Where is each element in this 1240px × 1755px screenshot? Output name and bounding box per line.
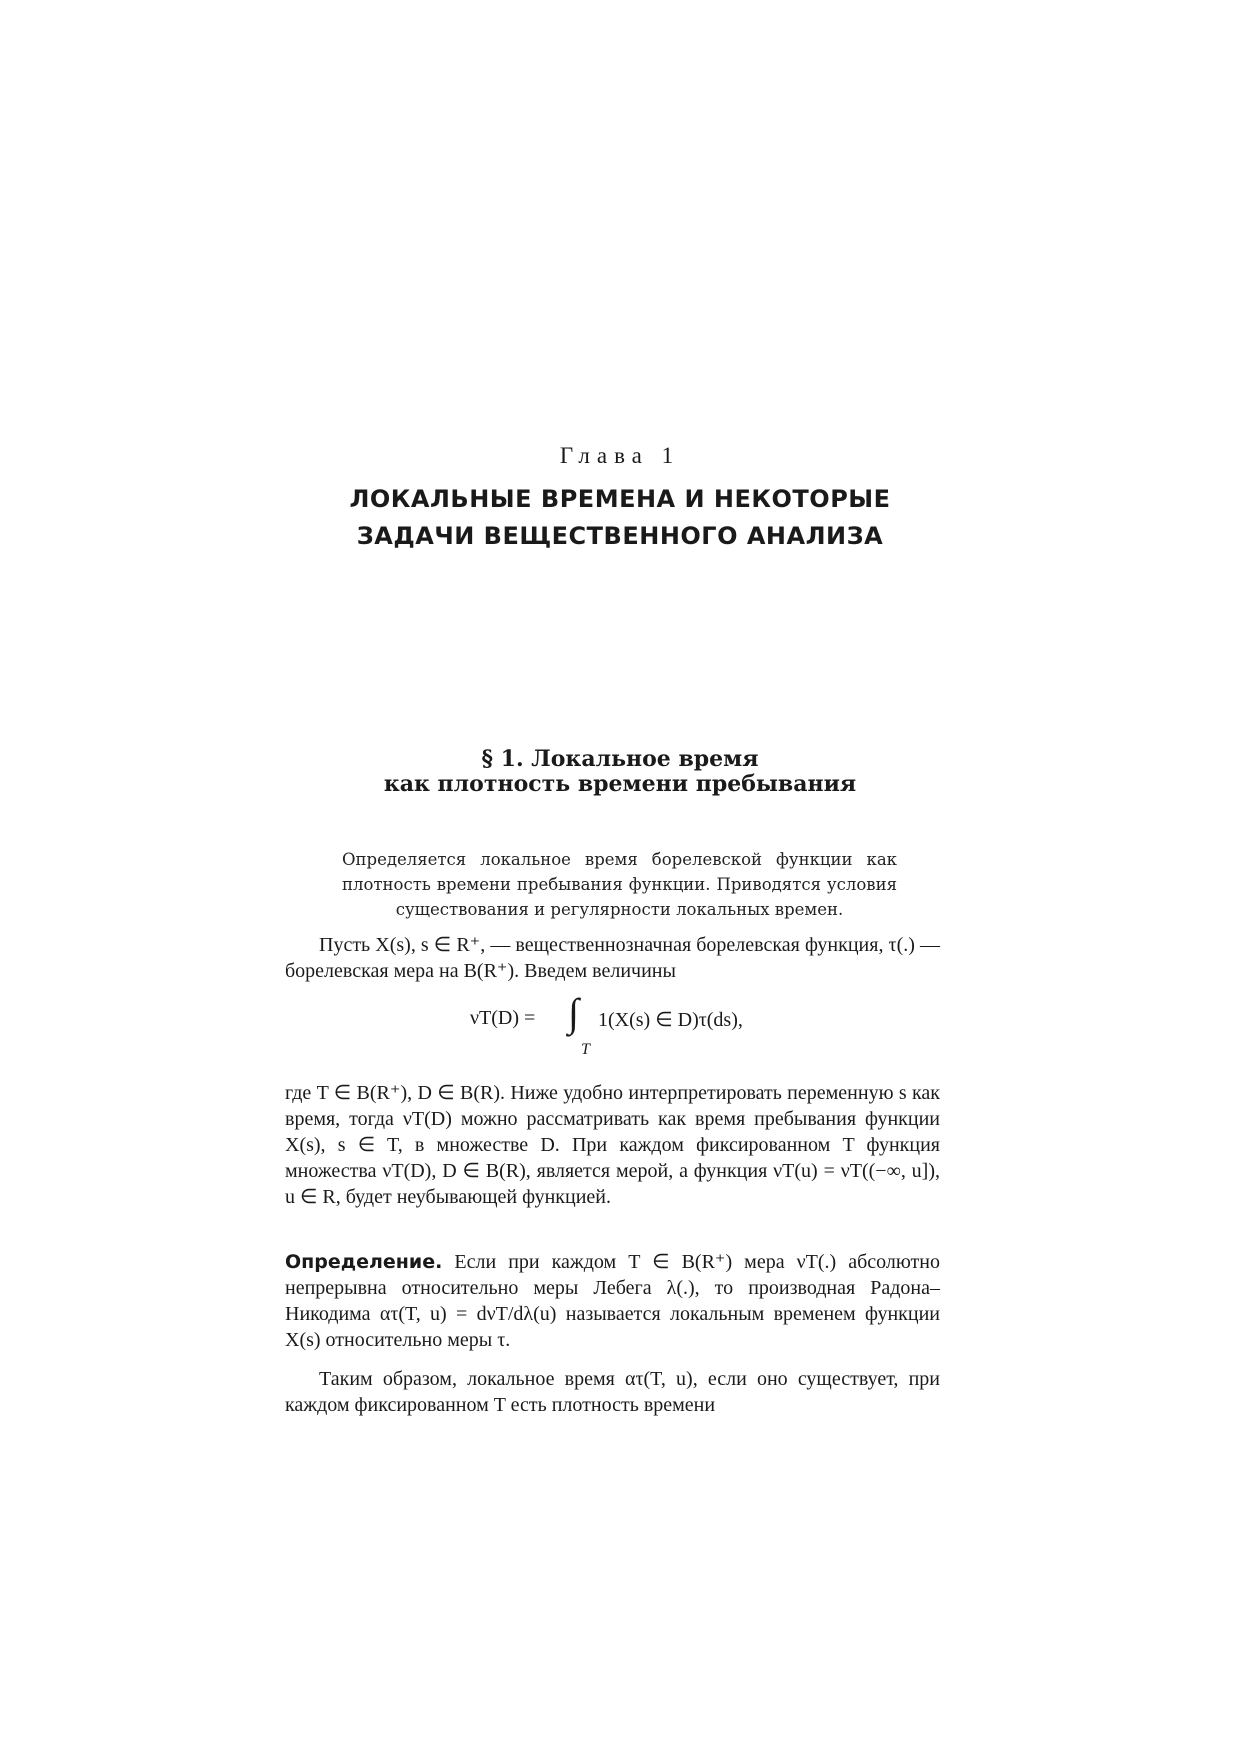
paragraph-intro: Пусть X(s), s ∈ R⁺, — вещественнозначная борелевская функция, τ(.) — борелевская мера на B(R⁺). Введем величины bbox=[285, 934, 940, 982]
definition-label: Определение. bbox=[285, 1251, 443, 1273]
paragraph-conclusion: Таким образом, локальное время ατ(T, u), если оно существует, при каждом фиксированном T есть плотность времени bbox=[285, 1368, 940, 1416]
integral-sign: ∫ bbox=[568, 990, 579, 1035]
definition-block bbox=[285, 1249, 940, 1353]
section-title-line-2: как плотность времени пребывания bbox=[383, 771, 857, 797]
chapter-title-line-1: ЛОКАЛЬНЫЕ ВРЕМЕНА И НЕКОТОРЫЕ bbox=[349, 485, 891, 513]
formula-lhs: νT(D) = bbox=[470, 1007, 536, 1029]
integral-subscript: T bbox=[581, 1041, 590, 1058]
section-title-line-1: § 1. Локальное время bbox=[481, 746, 759, 772]
chapter-label: Глава 1 bbox=[559, 443, 681, 468]
chapter-title-line-2: ЗАДАЧИ ВЕЩЕСТВЕННОГО АНАЛИЗА bbox=[356, 522, 884, 550]
paragraph-interpretation: где T ∈ B(R⁺), D ∈ B(R). Ниже удобно интерпретировать переменную s как время, тогда νT(D) можно рассматривать как время пребывания функции X(s), s ∈ T, в множестве D. При каждом фиксированном T функция множества νT(D), D ∈ B(R), является мерой, а функция νT(u) = νT((−∞, u]), u ∈ R, будет неубывающей функцией. bbox=[285, 1082, 940, 1208]
definition-text: Если при каждом T ∈ B(R⁺) мера νT(.) абсолютно непрерывна относительно меры Лебега λ(.), то производная Радона–Никодима ατ(T, u) = dνT/dλ(u) называется локальным временем функции X(s) относительно меры τ. bbox=[285, 1251, 941, 1351]
section-abstract: Определяется локальное время борелевской функции как плотность времени пребывания функции. Приводятся условия существования и регулярности локальных времен. bbox=[342, 850, 897, 919]
formula-rhs: 1(X(s) ∈ D)τ(ds), bbox=[598, 1009, 743, 1031]
display-formula bbox=[470, 990, 810, 1065]
